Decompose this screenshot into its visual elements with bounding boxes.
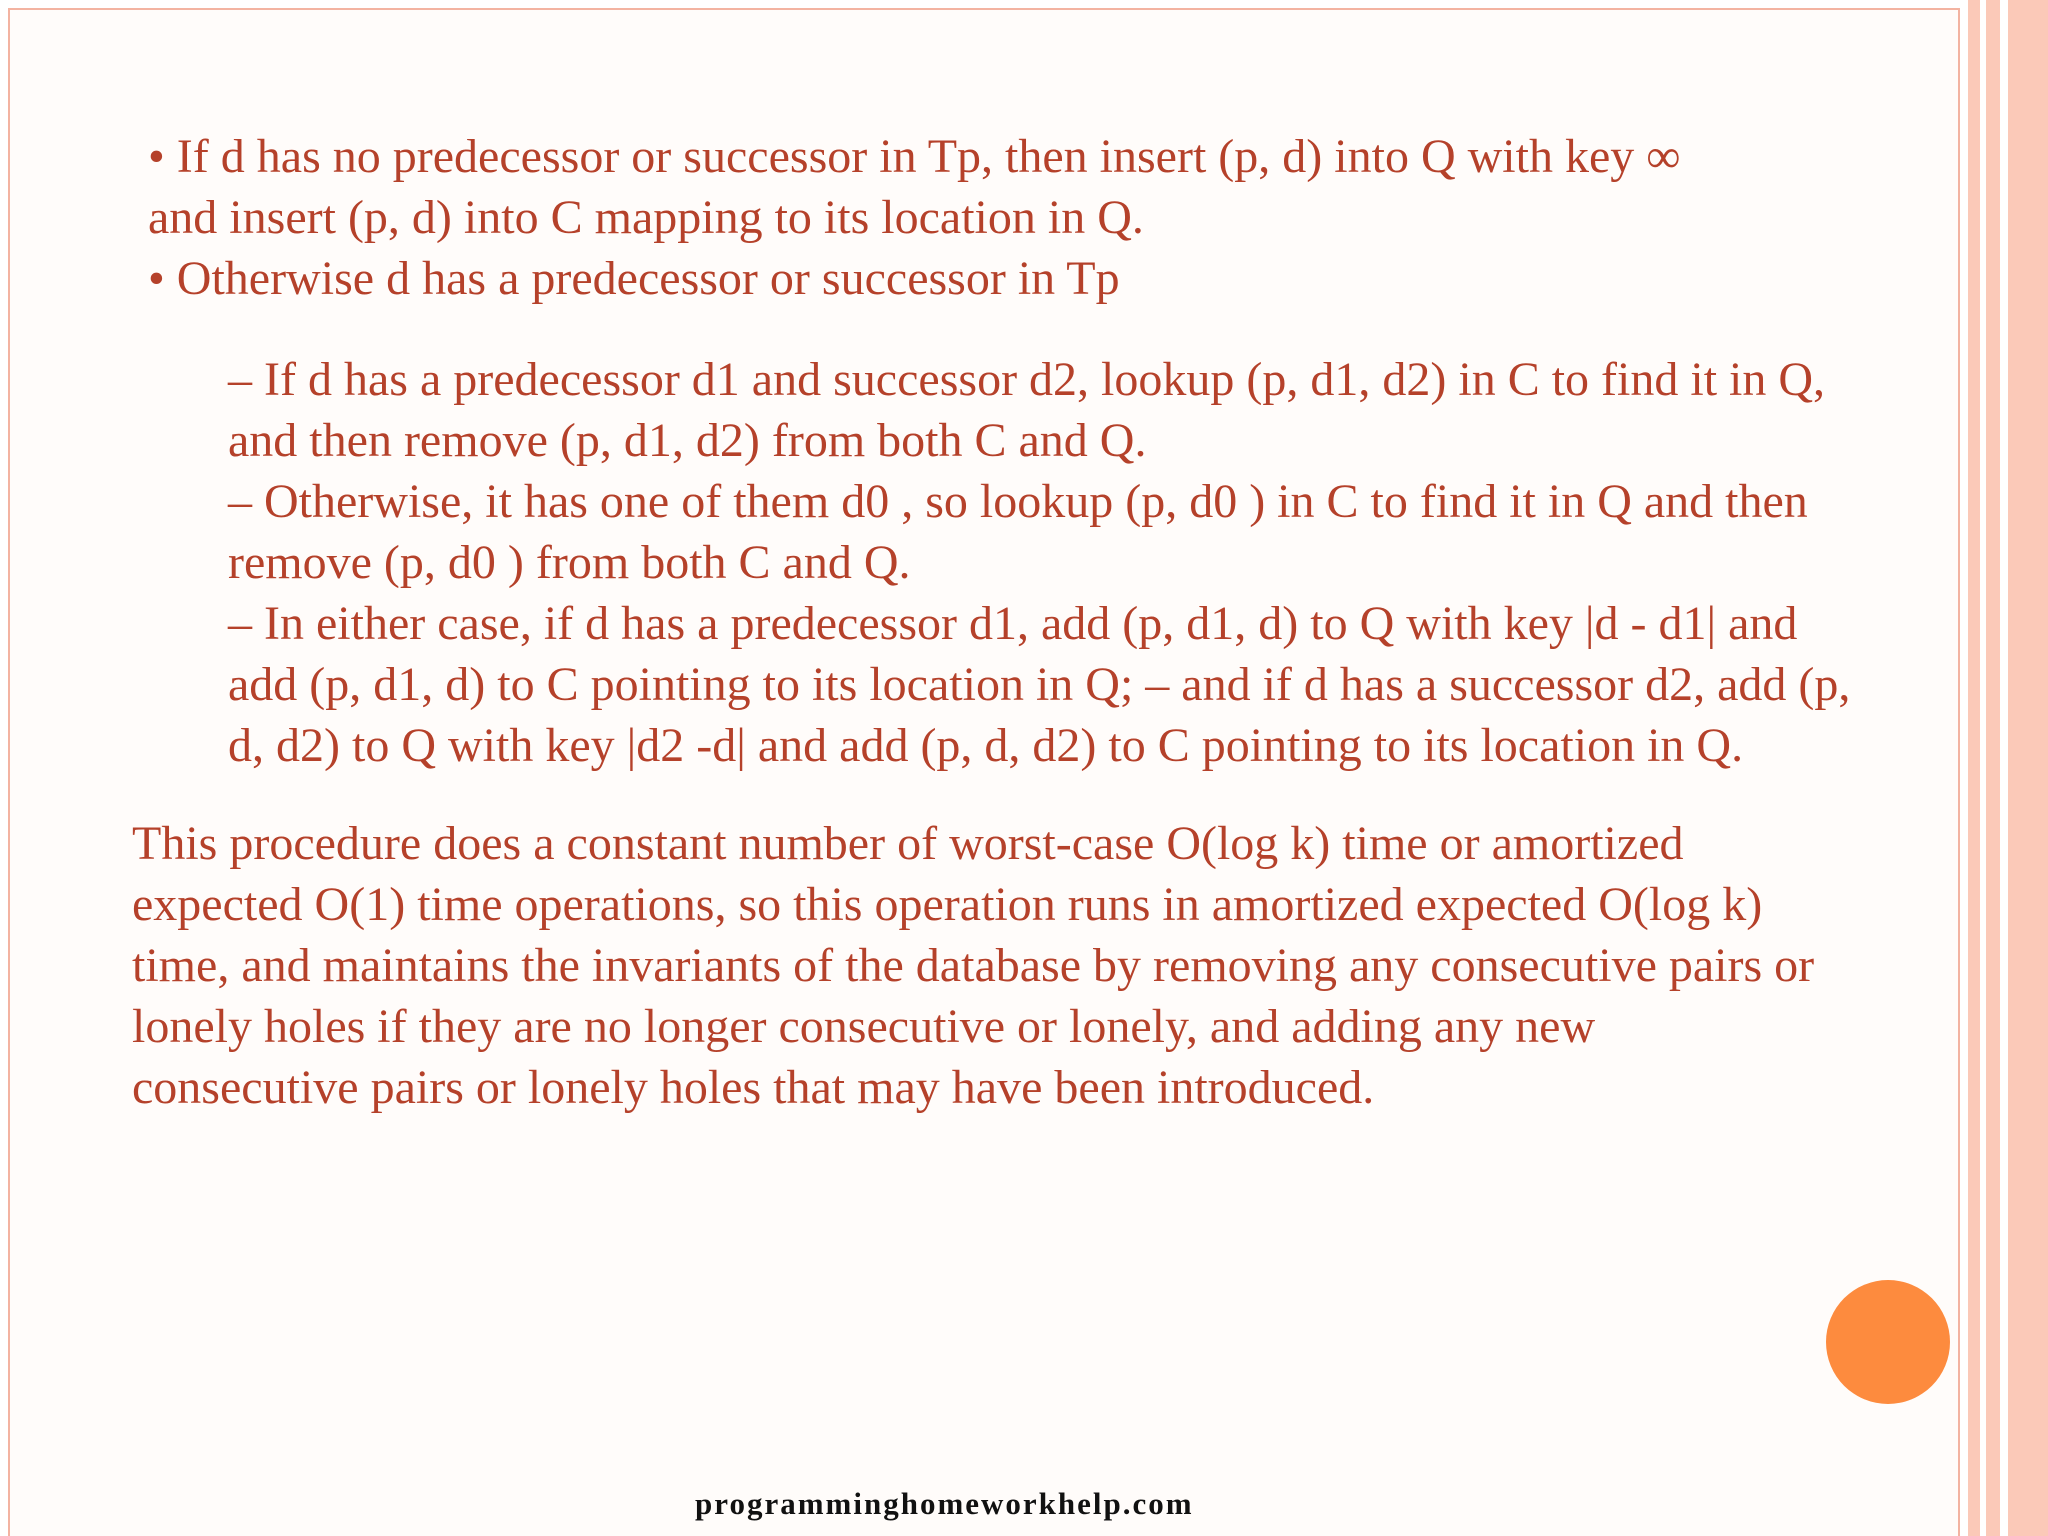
summary-paragraph	[132, 813, 1814, 1118]
summary-line: expected O(1) time operations, so this operation runs in amortized expected O(log k)	[132, 878, 1763, 931]
sub-item-line: d, d2) to Q with key |d2 -d| and add (p, d, d2) to C pointing to its location in Q.	[228, 719, 1744, 772]
decorative-stripe	[2008, 0, 2048, 1536]
sub-item-line: remove (p, d0 ) from both C and Q.	[228, 536, 911, 589]
bullet-list	[148, 126, 1680, 309]
sub-item-list	[228, 349, 1850, 776]
summary-line: lonely holes if they are no longer consecutive or lonely, and adding any new	[132, 1000, 1596, 1053]
sub-item-line: and then remove (p, d1, d2) from both C and Q.	[228, 414, 1147, 467]
sub-item-line: – Otherwise, it has one of them d0 , so lookup (p, d0 ) in C to find it in Q and then	[228, 475, 1808, 528]
summary-line: This procedure does a constant number of worst-case O(log k) time or amortized	[132, 817, 1684, 870]
sub-item-line: add (p, d1, d) to C pointing to its location in Q; – and if d has a successor d2, add (p,	[228, 658, 1851, 711]
sub-item-line: – In either case, if d has a predecessor d1, add (p, d1, d) to Q with key |d - d1| and	[228, 597, 1798, 650]
decorative-circle	[1826, 1280, 1950, 1404]
decorative-stripe	[2000, 0, 2008, 1536]
bullet-line: • Otherwise d has a predecessor or successor in Tp	[148, 252, 1120, 305]
summary-line: time, and maintains the invariants of the database by removing any consecutive pairs or	[132, 939, 1815, 992]
footer-site-link[interactable]: programminghomeworkhelp.com	[695, 1486, 1194, 1521]
bullet-line: and insert (p, d) into C mapping to its location in Q.	[148, 191, 1144, 244]
summary-line: consecutive pairs or lonely holes that may have been introduced.	[132, 1061, 1375, 1114]
decorative-stripe	[1986, 0, 2000, 1536]
sub-item-line: – If d has a predecessor d1 and successor d2, lookup (p, d1, d2) in C to find it in Q,	[228, 353, 1826, 406]
bullet-line: • If d has no predecessor or successor in Tp, then insert (p, d) into Q with key ∞	[148, 130, 1681, 183]
decorative-stripe	[1968, 0, 1980, 1536]
